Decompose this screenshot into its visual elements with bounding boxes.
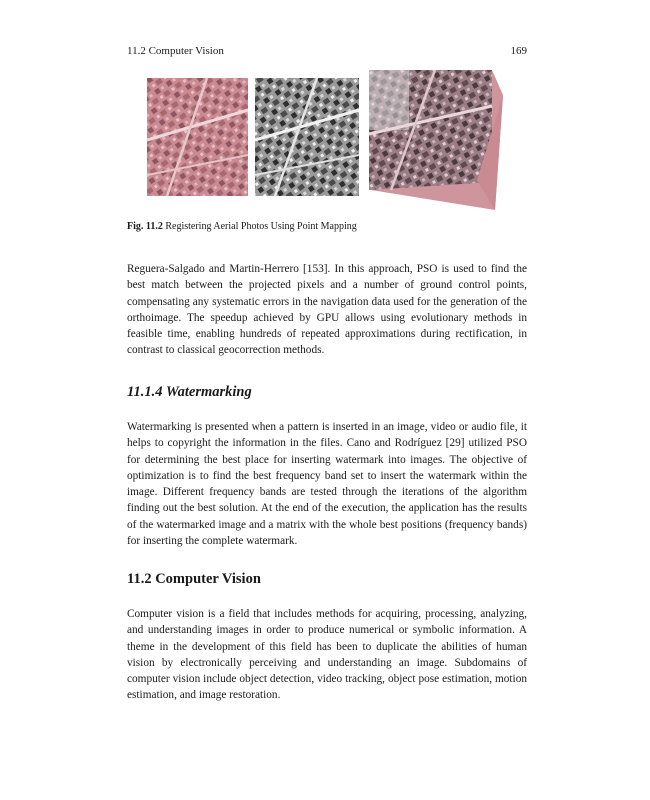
page-number: 169: [510, 45, 527, 57]
figure-caption-text: Registering Aerial Photos Using Point Mapping: [165, 221, 357, 232]
figure-caption: [127, 220, 527, 233]
figure-aerial-registration: [147, 70, 517, 220]
aerial-photo-grayscale: [255, 78, 359, 196]
paragraph-orthoimage: Reguera-Salgado and Martin-Herrero [153]. In this approach, PSO is used to find the best match between the projected pixels and a number of ground control points, compensating any systematic errors in the navigation data used for the generation of the orthoimage. The speedup achieved by GPU allows using evolutionary methods in feasible time, enabling hundreds of repeated approximations during rectification, in contrast to classical geocorrection methods.: [127, 263, 527, 357]
aerial-photo-color: [147, 78, 248, 196]
subsection-heading-watermarking: 11.1.4 Watermarking: [127, 384, 252, 400]
running-head: [127, 44, 527, 58]
running-head-title: 11.2 Computer Vision: [127, 45, 224, 57]
figure-caption-label: Fig. 11.2: [127, 221, 163, 232]
paragraph-computer-vision: Computer vision is a field that includes methods for acquiring, processing, analyzing, and understanding images in order to produce numerical or symbolic information. A theme in the development of this field has been to duplicate the abilities of human vision by electronically perceiving and understanding an image. Subdomains of computer vision include object detection, video tracking, object pose estimation, motion estimation, and image restoration.: [127, 608, 527, 702]
figure-svg: [147, 70, 517, 220]
paragraph-watermarking: Watermarking is presented when a pattern is inserted in an image, video or audio file, it helps to copyright the information in the files. Cano and Rodríguez [29] utilized PSO for determining the best place for inserting watermark into images. The objective of optimization is to find the best frequency band set to insert the watermark within the image. Different frequency bands are tested through the iterations of the algorithm finding out the best solution. At the end of the execution, the application has the results of the watermarked image and a matrix with the whole best positions (frequency bands) for inserting the complete watermark.: [127, 421, 527, 548]
aerial-photo-registered-overlay: [369, 70, 503, 210]
section-heading-computer-vision: 11.2 Computer Vision: [127, 571, 261, 587]
